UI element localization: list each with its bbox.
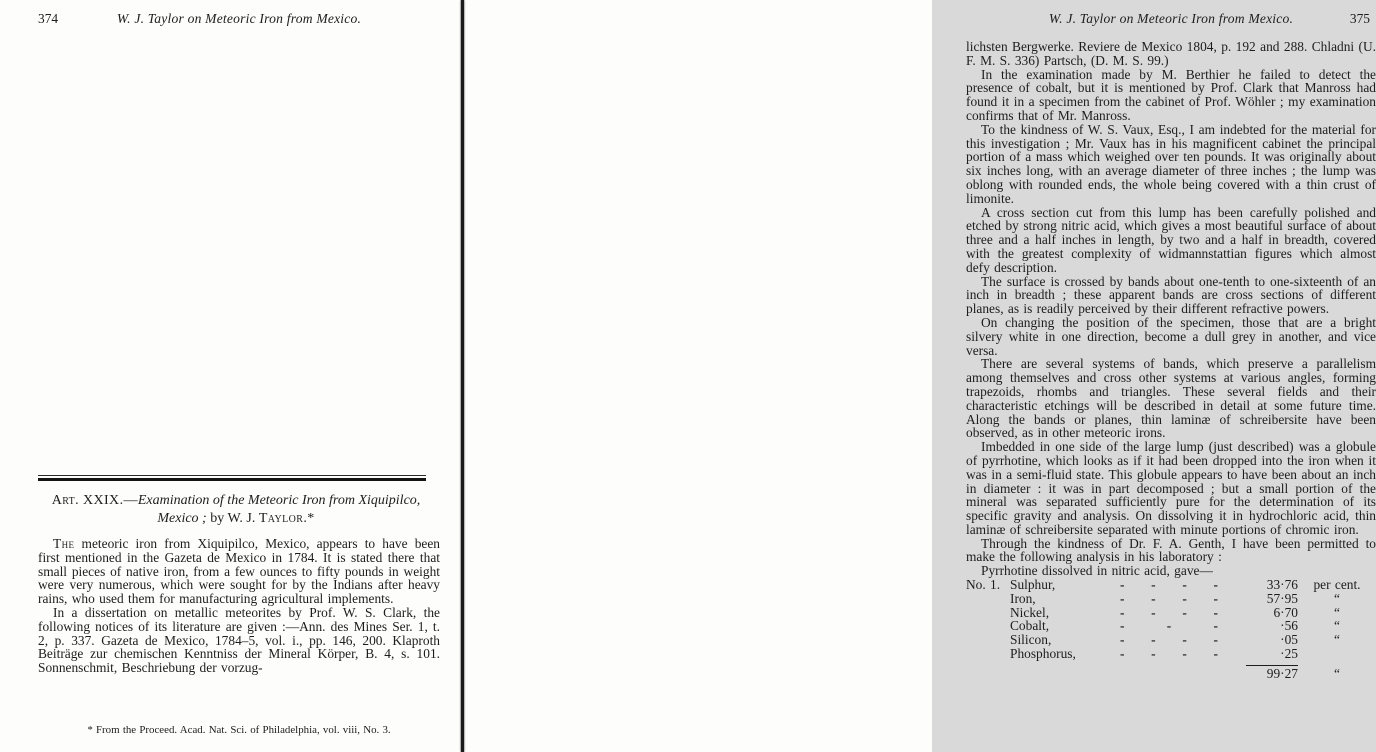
article-number: Art. XXIX.— [51, 493, 138, 508]
dash-mark: - [1213, 618, 1218, 634]
left-page [0, 0, 462, 752]
dash-mark: - [1213, 604, 1218, 620]
table-row [966, 578, 1376, 592]
element-value: 33·76 [1266, 577, 1298, 593]
dash-leader [1110, 633, 1246, 647]
table-row [966, 619, 1376, 633]
left-running-head [38, 11, 440, 27]
table-row [966, 633, 1376, 647]
body-paragraph: Imbedded in one side of the large lump (just described) was a globule of pyrrhotine, which looks as if it had been dropped into the iron when it was in a semi-fluid state. This globule appears to have been about an inch in diameter : it was in part decomposed ; but a small portion of the mineral was separated sufficiently pure for the determination of its specific gravity and analysis. On dissolving it in hydrochloric acid, thin laminæ of schreibersite separated with minute portions of chromic iron. [966, 439, 1376, 537]
body-paragraph: There are several systems of bands, which preserve a parallelism among themselves and cross other systems at various angles, forming trapezoids, rhombs and triangles. These several fields and their characteristic etchings will be described in detail at some future time. Along the bands or planes, thin laminæ of schreibersite have been observed, as in other meteoric irons. [966, 356, 1376, 441]
dash-leader [1110, 578, 1246, 592]
element-name: Sulphur, [1010, 577, 1056, 593]
dash-mark: - [1213, 646, 1218, 662]
right-page [464, 0, 1376, 752]
paragraph-lead-word: The [53, 536, 75, 551]
dash-mark: - [1213, 590, 1218, 606]
dash-mark: - [1151, 632, 1156, 648]
article-title-part2: Mexico ; [157, 510, 207, 526]
table-row [966, 647, 1376, 661]
right-paragraphs [966, 40, 1376, 564]
dash-leader [1110, 647, 1246, 661]
dash-mark: - [1213, 632, 1218, 648]
article-heading-line2 [30, 510, 442, 528]
article-byline: by W. J. [206, 510, 259, 526]
analysis-intro: Pyrrhotine dissolved in nitric acid, gave— [981, 563, 1213, 579]
dash-mark: - [1120, 618, 1125, 634]
element-name: Silicon, [1010, 632, 1052, 648]
body-paragraph: lichsten Bergwerke. Reviere de Mexico 1804, p. 192 and 288. Chladni (U. F. M. S. 336) Partsch, (D. M. S. 99.) [966, 39, 1376, 68]
body-paragraph: On changing the position of the specimen, those that are a bright silvery white in one direction, become a dull grey in another, and vice versa. [966, 314, 1376, 358]
body-paragraph: Through the kindness of Dr. F. A. Genth, I have been permitted to make the following analysis in his laboratory : [966, 535, 1376, 565]
dash-mark: - [1120, 632, 1125, 648]
analysis-table [966, 578, 1376, 682]
element-name: Iron, [1010, 590, 1036, 606]
row-label: No. 1. [966, 577, 1001, 593]
dash-mark: - [1166, 618, 1172, 634]
dash-mark: - [1213, 577, 1218, 593]
article-heading-line1 [30, 492, 442, 510]
right-page-body [966, 40, 1376, 682]
dash-mark: - [1151, 604, 1156, 620]
body-paragraph: To the kindness of W. S. Vaux, Esq., I am indebted for the material for this investigation ; Mr. Vaux has in his magnificent cabinet the principal portion of a mass which weighed over ten pounds. It was originally about six inches long, with an average diameter of three inches ; the lump was oblong with rounded ends, the whole being covered with a thin crust of limonite. [966, 121, 1376, 206]
dash-mark: - [1182, 646, 1187, 662]
element-name: Phosphorus, [1010, 646, 1076, 662]
dash-mark: - [1120, 577, 1125, 593]
dash-mark: - [1182, 590, 1187, 606]
right-page-number: 375 [1349, 11, 1370, 26]
body-paragraph: The meteoric iron from Xiquipilco, Mexico, appears to have been first mentioned in the Gazeta de Mexico in 1784. It is stated there that small pieces of native iron, from a few ounces to fifty pounds in weight were very numerous, which were sought for by the Indians after heavy rains, who used them for manufacturing agricultural implements. [38, 536, 440, 607]
article-separator-rule [38, 475, 426, 481]
dash-mark: - [1120, 604, 1125, 620]
element-name: Cobalt, [1010, 618, 1050, 634]
dash-mark: - [1120, 590, 1125, 606]
element-value: 6·70 [1273, 604, 1298, 620]
body-paragraph: A cross section cut from this lump has been carefully polished and etched by strong nitric acid, which gives a most beautiful surface of about three and a half inches in length, by two and a half in breadth, covered with the greatest complexity of widmannstattian figures which almost defy description. [966, 204, 1376, 275]
element-unit: “ [1334, 618, 1340, 634]
body-paragraph: The surface is crossed by bands about one-tenth to one-sixteenth of an inch in breadth ; these apparent bands are cross sections of different planes, as is readily perceived by their different refractive powers. [966, 273, 1376, 317]
left-page-number: 374 [38, 11, 59, 26]
element-value: ·56 [1280, 618, 1298, 634]
total-unit: “ [1334, 665, 1340, 681]
element-unit: “ [1334, 590, 1340, 606]
element-value: ·25 [1280, 646, 1298, 662]
element-value: 57·95 [1266, 590, 1298, 606]
left-running-title: W. J. Taylor on Meteoric Iron from Mexico. [116, 11, 362, 26]
element-unit: per cent. [1313, 577, 1361, 593]
dash-mark: - [1151, 590, 1156, 606]
left-page-body [38, 537, 440, 675]
dash-mark: - [1182, 604, 1187, 620]
dash-mark: - [1151, 577, 1156, 593]
table-total-row [966, 665, 1376, 682]
dash-mark: - [1120, 646, 1125, 662]
table-row [966, 606, 1376, 620]
dash-leader [1110, 619, 1246, 633]
article-title-part1: Examination of the Meteoric Iron from Xiquipilco, [137, 493, 421, 508]
body-paragraph: In a dissertation on metallic meteorites by Prof. W. S. Clark, the following notices of its literature are given :—Ann. des Mines Ser. 1, t. 2, p. 337. Gazeta de Mexico, 1784–5, vol. i., pp. 146, 200. Klaproth Beiträge zur chemischen Kenntniss der Mineral Körper, B. 4, s. 101. Sonnenschmit, Beschriebung der vorzug- [38, 604, 440, 676]
element-unit: “ [1334, 604, 1340, 620]
article-author: Taylor.* [258, 510, 315, 526]
right-running-head [966, 11, 1376, 27]
right-running-title: W. J. Taylor on Meteoric Iron from Mexico. [1048, 11, 1294, 26]
element-value: ·05 [1280, 632, 1298, 648]
table-row [966, 592, 1376, 606]
dash-mark: - [1182, 577, 1187, 593]
dash-leader [1110, 606, 1246, 620]
body-paragraph: In the examination made by M. Berthier he failed to detect the presence of cobalt, but it is mentioned by Prof. Clark that Manross had found it in a specimen from the cabinet of Prof. Wöhler ; my examination confirms that of Mr. Manross. [966, 66, 1376, 123]
article-heading [30, 492, 442, 527]
dash-mark: - [1151, 646, 1156, 662]
dash-leader [1110, 592, 1246, 606]
element-unit: “ [1334, 632, 1340, 648]
article-footnote: * From the Proceed. Acad. Nat. Sci. of Philadelphia, vol. viii, No. 3. [87, 724, 391, 736]
total-value: 99·27 [1246, 665, 1298, 681]
dash-mark: - [1182, 632, 1187, 648]
element-name: Nickel, [1010, 604, 1050, 620]
